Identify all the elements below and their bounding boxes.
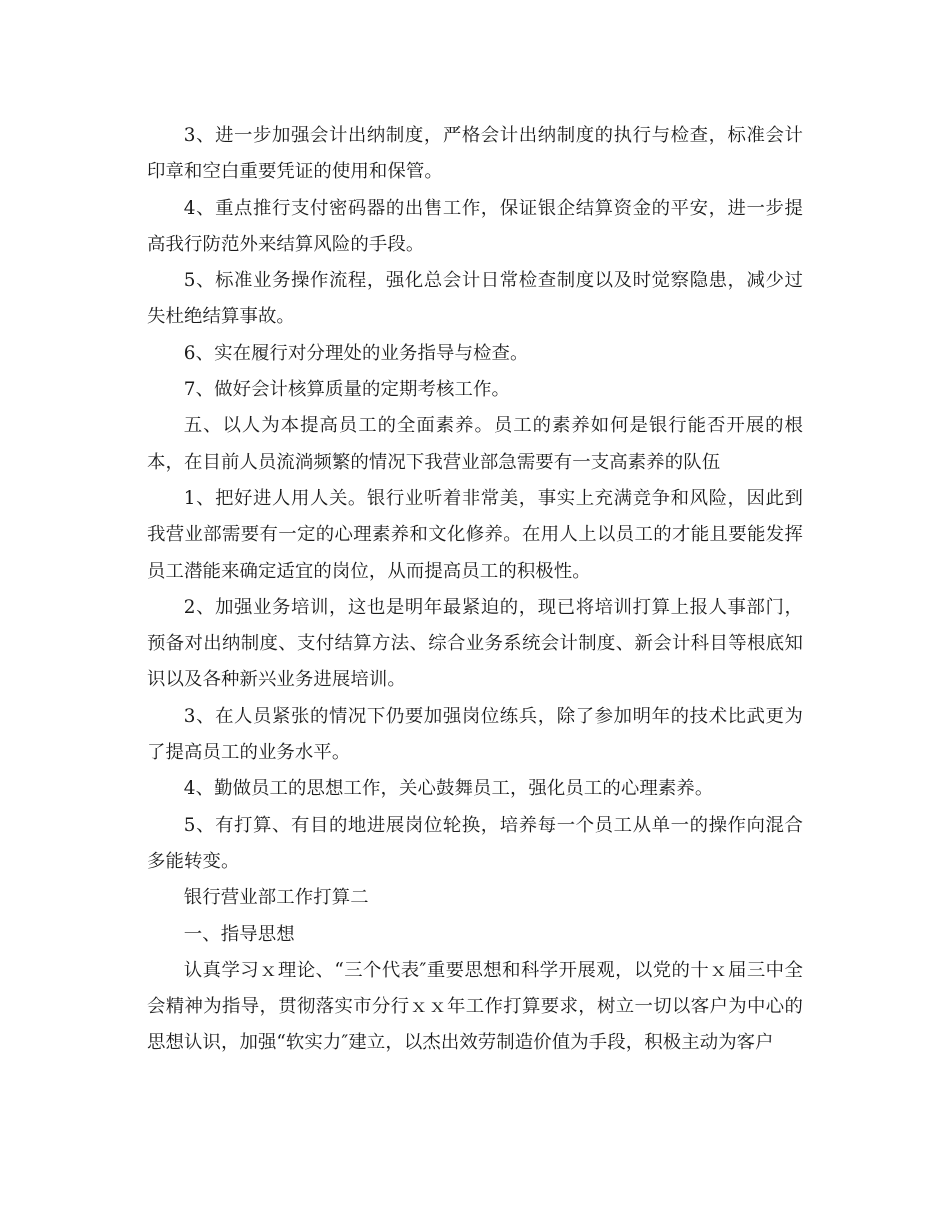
paragraph: 6、实在履行对分理处的业务指导与检查。: [183, 342, 529, 364]
paragraph: 7、做好会计核算质量的定期考核工作。: [183, 379, 510, 401]
paragraph: 认真学习ｘ理论、“三个代表″重要思想和科学开展观，以党的十ｘ届三中全会精神为指导，贯彻落实市分行ｘｘ年工作打算要求，树立一切以客户为中心的思想认识，加强“软实力″建立，以杰出效劳制造价值为手段，积极主动为客户: [147, 959, 803, 1054]
document-body: [147, 118, 803, 1062]
paragraph: 3、在人员紧张的情况下仍要加强岗位练兵，除了参加明年的技术比武更为了提高员工的业务水平。: [147, 705, 803, 764]
paragraph: 5、有打算、有目的地进展岗位轮换，培养每一个员工从单一的操作向混合多能转变。: [147, 814, 803, 872]
paragraph: 2、加强业务培训，这也是明年最紧迫的，现已将培训打算上报人事部门，预备对出纳制度、支付结算方法、综合业务系统会计制度、新会计科目等根底知识以及各种新兴业务进展培训。: [147, 596, 803, 691]
paragraph: 3、进一步加强会计出纳制度，严格会计出纳制度的执行与检查，标准会计印章和空白重要凭证的使用和保管。: [147, 125, 803, 183]
section-heading-paragraph: 五、以人为本提高员工的全面素养。员工的素养如何是银行能否开展的根本，在目前人员流淌频繁的情况下我营业部急需要有一支高素养的队伍: [147, 415, 803, 473]
paragraph: 4、勤做员工的思想工作，关心鼓舞员工，强化员工的心理素养。: [183, 778, 714, 800]
section-heading: 一、指导思想: [183, 923, 295, 945]
paragraph: 1、把好进人用人关。银行业听着非常美，事实上充满竞争和风险，因此到我营业部需要有一定的心理素养和文化修养。在用人上以员工的才能且要能发挥员工潜能来确定适宜的岗位，从而提高员工的积极性。: [147, 487, 803, 582]
paragraph: 5、标准业务操作流程，强化总会计日常检查制度以及时觉察隐患，减少过失杜绝结算事故。: [147, 270, 803, 328]
paragraph: 4、重点推行支付密码器的出售工作，保证银企结算资金的平安，进一步提高我行防范外来结算风险的手段。: [147, 197, 803, 255]
document-section-title: 银行营业部工作打算二: [183, 887, 369, 909]
